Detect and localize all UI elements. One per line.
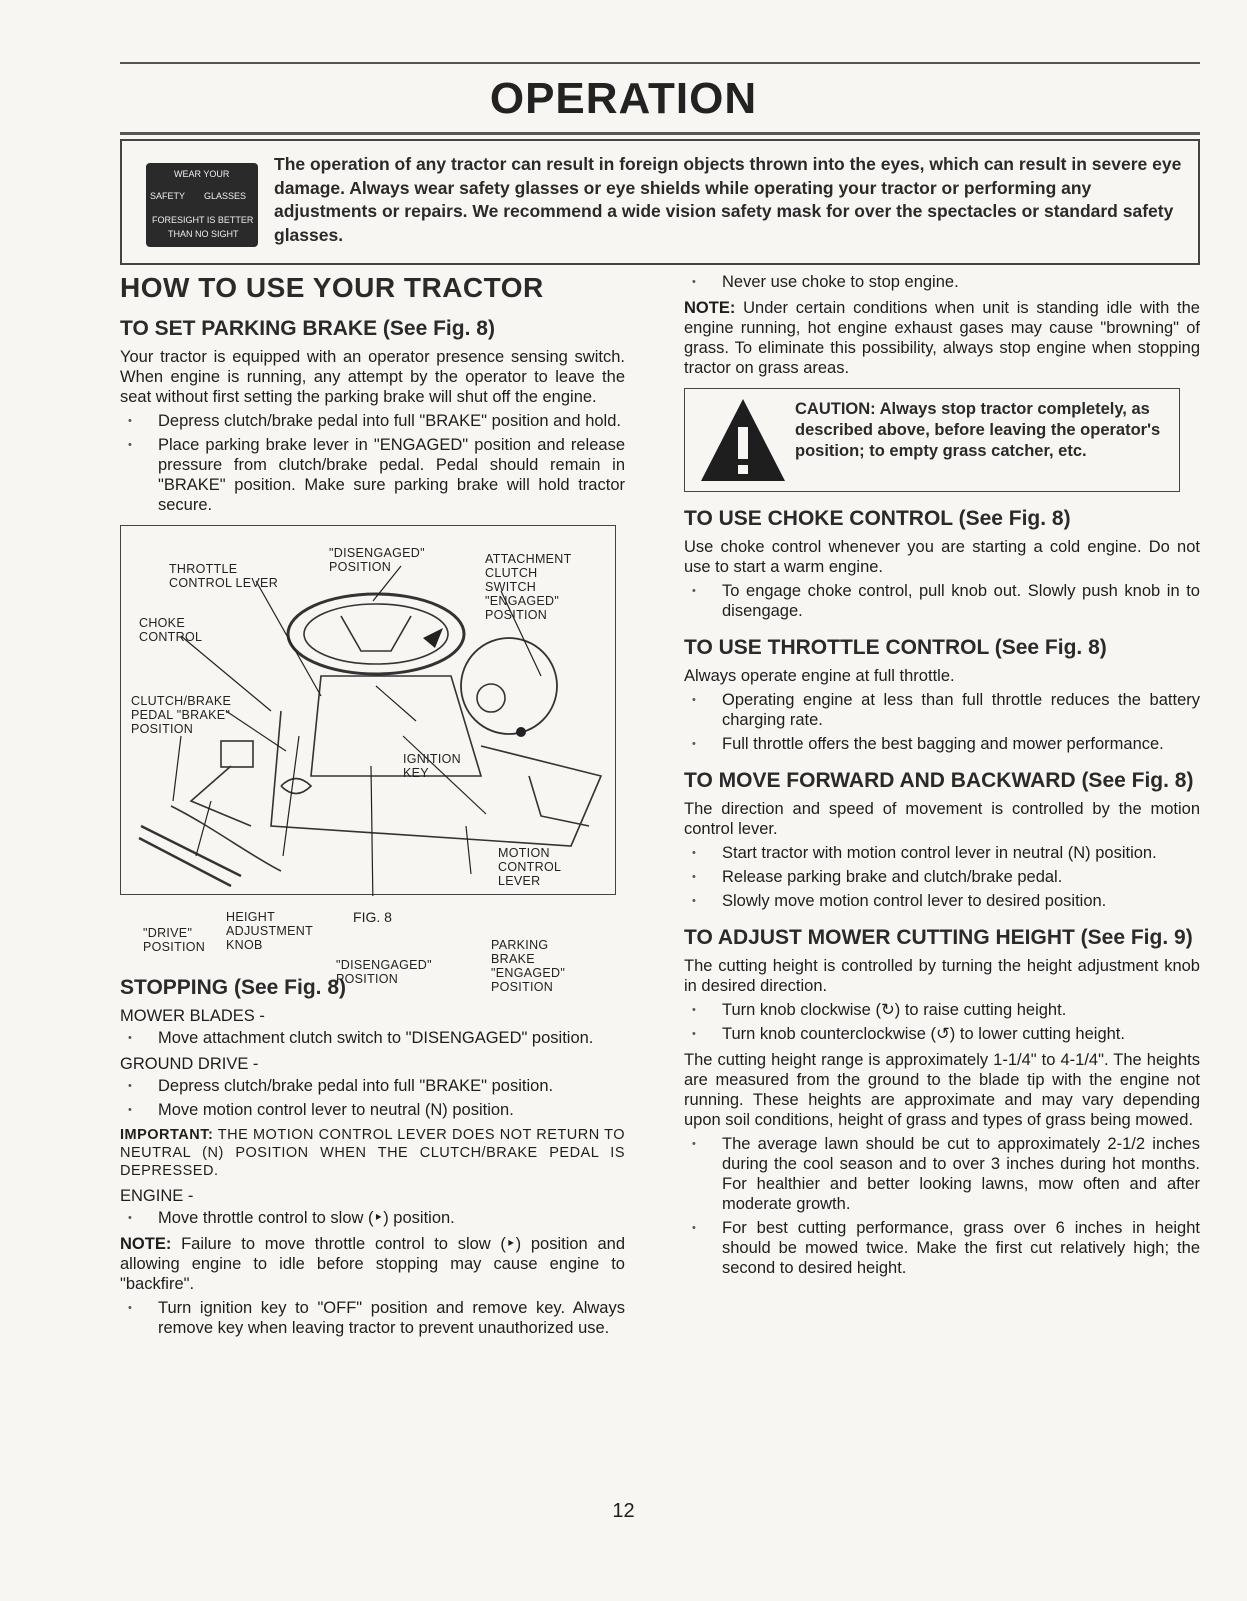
section-heading: HOW TO USE YOUR TRACTOR: [120, 272, 544, 303]
list-item: • Slowly move motion control lever to desired position.: [684, 891, 1200, 911]
parking-brake-intro: Your tractor is equipped with an operator presence sensing switch. When engine is running, any attempt by the operator to leave the seat without first setting the parking brake will shut off the engine.: [120, 348, 625, 406]
glasses-sign-line: GLASSES: [204, 191, 247, 201]
stopping-note: [120, 1234, 625, 1294]
safety-banner: [120, 139, 1200, 265]
title-rule: [120, 132, 1200, 135]
move-heading: TO MOVE FORWARD AND BACKWARD (See Fig. 8): [684, 769, 1194, 792]
label-throttle-control-lever: THROTTLE CONTROL LEVER: [169, 562, 279, 590]
top-rule: [120, 62, 1200, 64]
engine-list: [120, 1208, 625, 1228]
page-title: OPERATION: [489, 74, 758, 123]
label-choke-control: CHOKE CONTROL: [139, 616, 203, 644]
mower-blades-label: MOWER BLADES -: [120, 1007, 265, 1025]
exhaust-note: [684, 298, 1200, 378]
stopping-heading: STOPPING (See Fig. 8): [120, 976, 346, 999]
caution-text: CAUTION: Always stop tractor completely, as described above, before leaving the operator's position; to empty grass catcher, etc.: [795, 400, 1161, 460]
note-label: NOTE:: [684, 299, 736, 317]
label-drive-position: "DRIVE" POSITION: [143, 926, 206, 954]
warning-triangle-icon: [695, 393, 791, 489]
label-parking-brake-engaged: PARKING BRAKE "ENGAGED" POSITION: [491, 938, 566, 994]
label-ignition-key: IGNITION KEY: [403, 752, 461, 780]
list-item: • Start tractor with motion control lever in neutral (N) position.: [684, 843, 1200, 863]
list-item: • Full throttle offers the best bagging and mower performance.: [684, 734, 1200, 754]
cutting-height-range: The cutting height range is approximately 1-1/4" to 4-1/4". The heights are measured from the ground to the blade tip with the engine not running. These heights are approximate and may vary depending upon soil conditions, height of grass and types of grass being mowed.: [684, 1051, 1200, 1129]
figure-caption: FIG. 8: [353, 909, 392, 925]
choke-intro: Use choke control whenever you are starting a cold engine. Do not use to start a warm engine.: [684, 538, 1200, 576]
list-item: • For best cutting performance, grass over 6 inches in height should be mowed twice. Make the first cut relatively high; the second to desired height.: [684, 1218, 1200, 1278]
engine-label: ENGINE -: [120, 1187, 194, 1205]
left-column: [120, 270, 625, 1344]
list-item: • Move attachment clutch switch to "DISENGAGED" position.: [120, 1028, 625, 1048]
label-disengaged-position-bottom: "DISENGAGED" POSITION: [336, 958, 432, 986]
important-label: IMPORTANT:: [120, 1127, 214, 1143]
list-item: • Depress clutch/brake pedal into full "BRAKE" position and hold.: [120, 411, 625, 431]
list-item: • Move throttle control to slow (‣) position.: [120, 1208, 625, 1228]
note-label: NOTE:: [120, 1235, 172, 1253]
parking-brake-heading: TO SET PARKING BRAKE (See Fig. 8): [120, 317, 495, 340]
label-motion-control-lever: MOTION CONTROL LEVER: [498, 846, 562, 888]
cutting-height-heading: TO ADJUST MOWER CUTTING HEIGHT (See Fig. 9): [684, 926, 1193, 949]
important-notice: [120, 1126, 625, 1180]
list-item: • To engage choke control, pull knob out. Slowly push knob in to disengage.: [684, 581, 1200, 621]
caution-box: [684, 388, 1180, 492]
mower-blades-list: [120, 1028, 625, 1048]
list-item: • Turn ignition key to "OFF" position and remove key. Always remove key when leaving tractor to prevent unauthorized use.: [120, 1298, 625, 1338]
list-item: • Never use choke to stop engine.: [684, 272, 1200, 292]
glasses-sign-line: WEAR YOUR: [174, 169, 230, 179]
throttle-heading: TO USE THROTTLE CONTROL (See Fig. 8): [684, 636, 1107, 659]
ground-drive-list: [120, 1076, 625, 1120]
choke-warning-list: [684, 272, 1200, 292]
safety-banner-text: The operation of any tractor can result in foreign objects thrown into the eyes, which can result in severe eye damage. Always wear safety glasses or eye shields while operating your tractor or performing any adjustments or repairs. We recommend a wide vision safety mask for over the spectacles or standard safety glasses.: [274, 154, 1182, 245]
label-clutch-brake-pedal: CLUTCH/BRAKE PEDAL "BRAKE" POSITION: [131, 694, 232, 736]
glasses-sign-line: FORESIGHT IS BETTER: [152, 215, 254, 225]
label-height-adjustment-knob: HEIGHT ADJUSTMENT KNOB: [226, 910, 314, 952]
list-item: • Move motion control lever to neutral (N) position.: [120, 1100, 625, 1120]
ground-drive-label: GROUND DRIVE -: [120, 1055, 259, 1073]
parking-brake-list: [120, 411, 625, 515]
throttle-intro: Always operate engine at full throttle.: [684, 667, 955, 685]
glasses-sign-line: THAN NO SIGHT: [168, 229, 239, 239]
cutting-height-intro: The cutting height is controlled by turning the height adjustment knob in desired direction.: [684, 957, 1200, 995]
list-item: • Place parking brake lever in "ENGAGED" position and release pressure from clutch/brake pedal. Pedal should remain in "BRAKE" position. Make sure parking brake will hold tractor secure.: [120, 435, 625, 515]
cutting-height-list: [684, 1000, 1200, 1044]
safety-glasses-icon: [146, 163, 258, 247]
label-disengaged-position-top: "DISENGAGED" POSITION: [329, 546, 425, 574]
throttle-list: [684, 690, 1200, 754]
list-item: • Turn knob counterclockwise (↺) to lower cutting height.: [684, 1024, 1200, 1044]
glasses-sign-line: SAFETY: [150, 191, 186, 201]
list-item: • The average lawn should be cut to approximately 2-1/2 inches during the cool season and to over 3 inches during hot months. For healthier and better looking lawns, mow often and after moderate growth.: [684, 1134, 1200, 1214]
list-item: • Turn knob clockwise (↻) to raise cutting height.: [684, 1000, 1200, 1020]
move-list: [684, 843, 1200, 911]
page-number: 12: [612, 1500, 635, 1522]
list-item: • Release parking brake and clutch/brake pedal.: [684, 867, 1200, 887]
list-item: • Operating engine at less than full throttle reduces the battery charging rate.: [684, 690, 1200, 730]
move-intro: The direction and speed of movement is controlled by the motion control lever.: [684, 800, 1200, 838]
note-text: Under certain conditions when unit is standing idle with the engine running, hot engine exhaust gases may cause "browning" of grass. To eliminate this possibility, always stop engine when stopping tractor on grass areas.: [684, 299, 1200, 377]
important-text: THE MOTION CONTROL LEVER DOES NOT RETURN TO NEUTRAL (N) POSITION WHEN THE CLUTCH/BRAKE PEDAL IS DEPRESSED.: [120, 1127, 625, 1179]
list-item: • Depress clutch/brake pedal into full "BRAKE" position.: [120, 1076, 625, 1096]
label-attachment-clutch-switch: ATTACHMENT CLUTCH SWITCH "ENGAGED" POSITION: [485, 552, 572, 622]
lawn-tips-list: [684, 1134, 1200, 1278]
choke-heading: TO USE CHOKE CONTROL (See Fig. 8): [684, 507, 1071, 530]
note-text: Failure to move throttle control to slow (‣) position and allowing engine to idle before stopping may cause engine to "backfire".: [120, 1235, 625, 1293]
right-column: [684, 272, 1200, 1284]
choke-list: [684, 581, 1200, 621]
ignition-list: [120, 1298, 625, 1338]
